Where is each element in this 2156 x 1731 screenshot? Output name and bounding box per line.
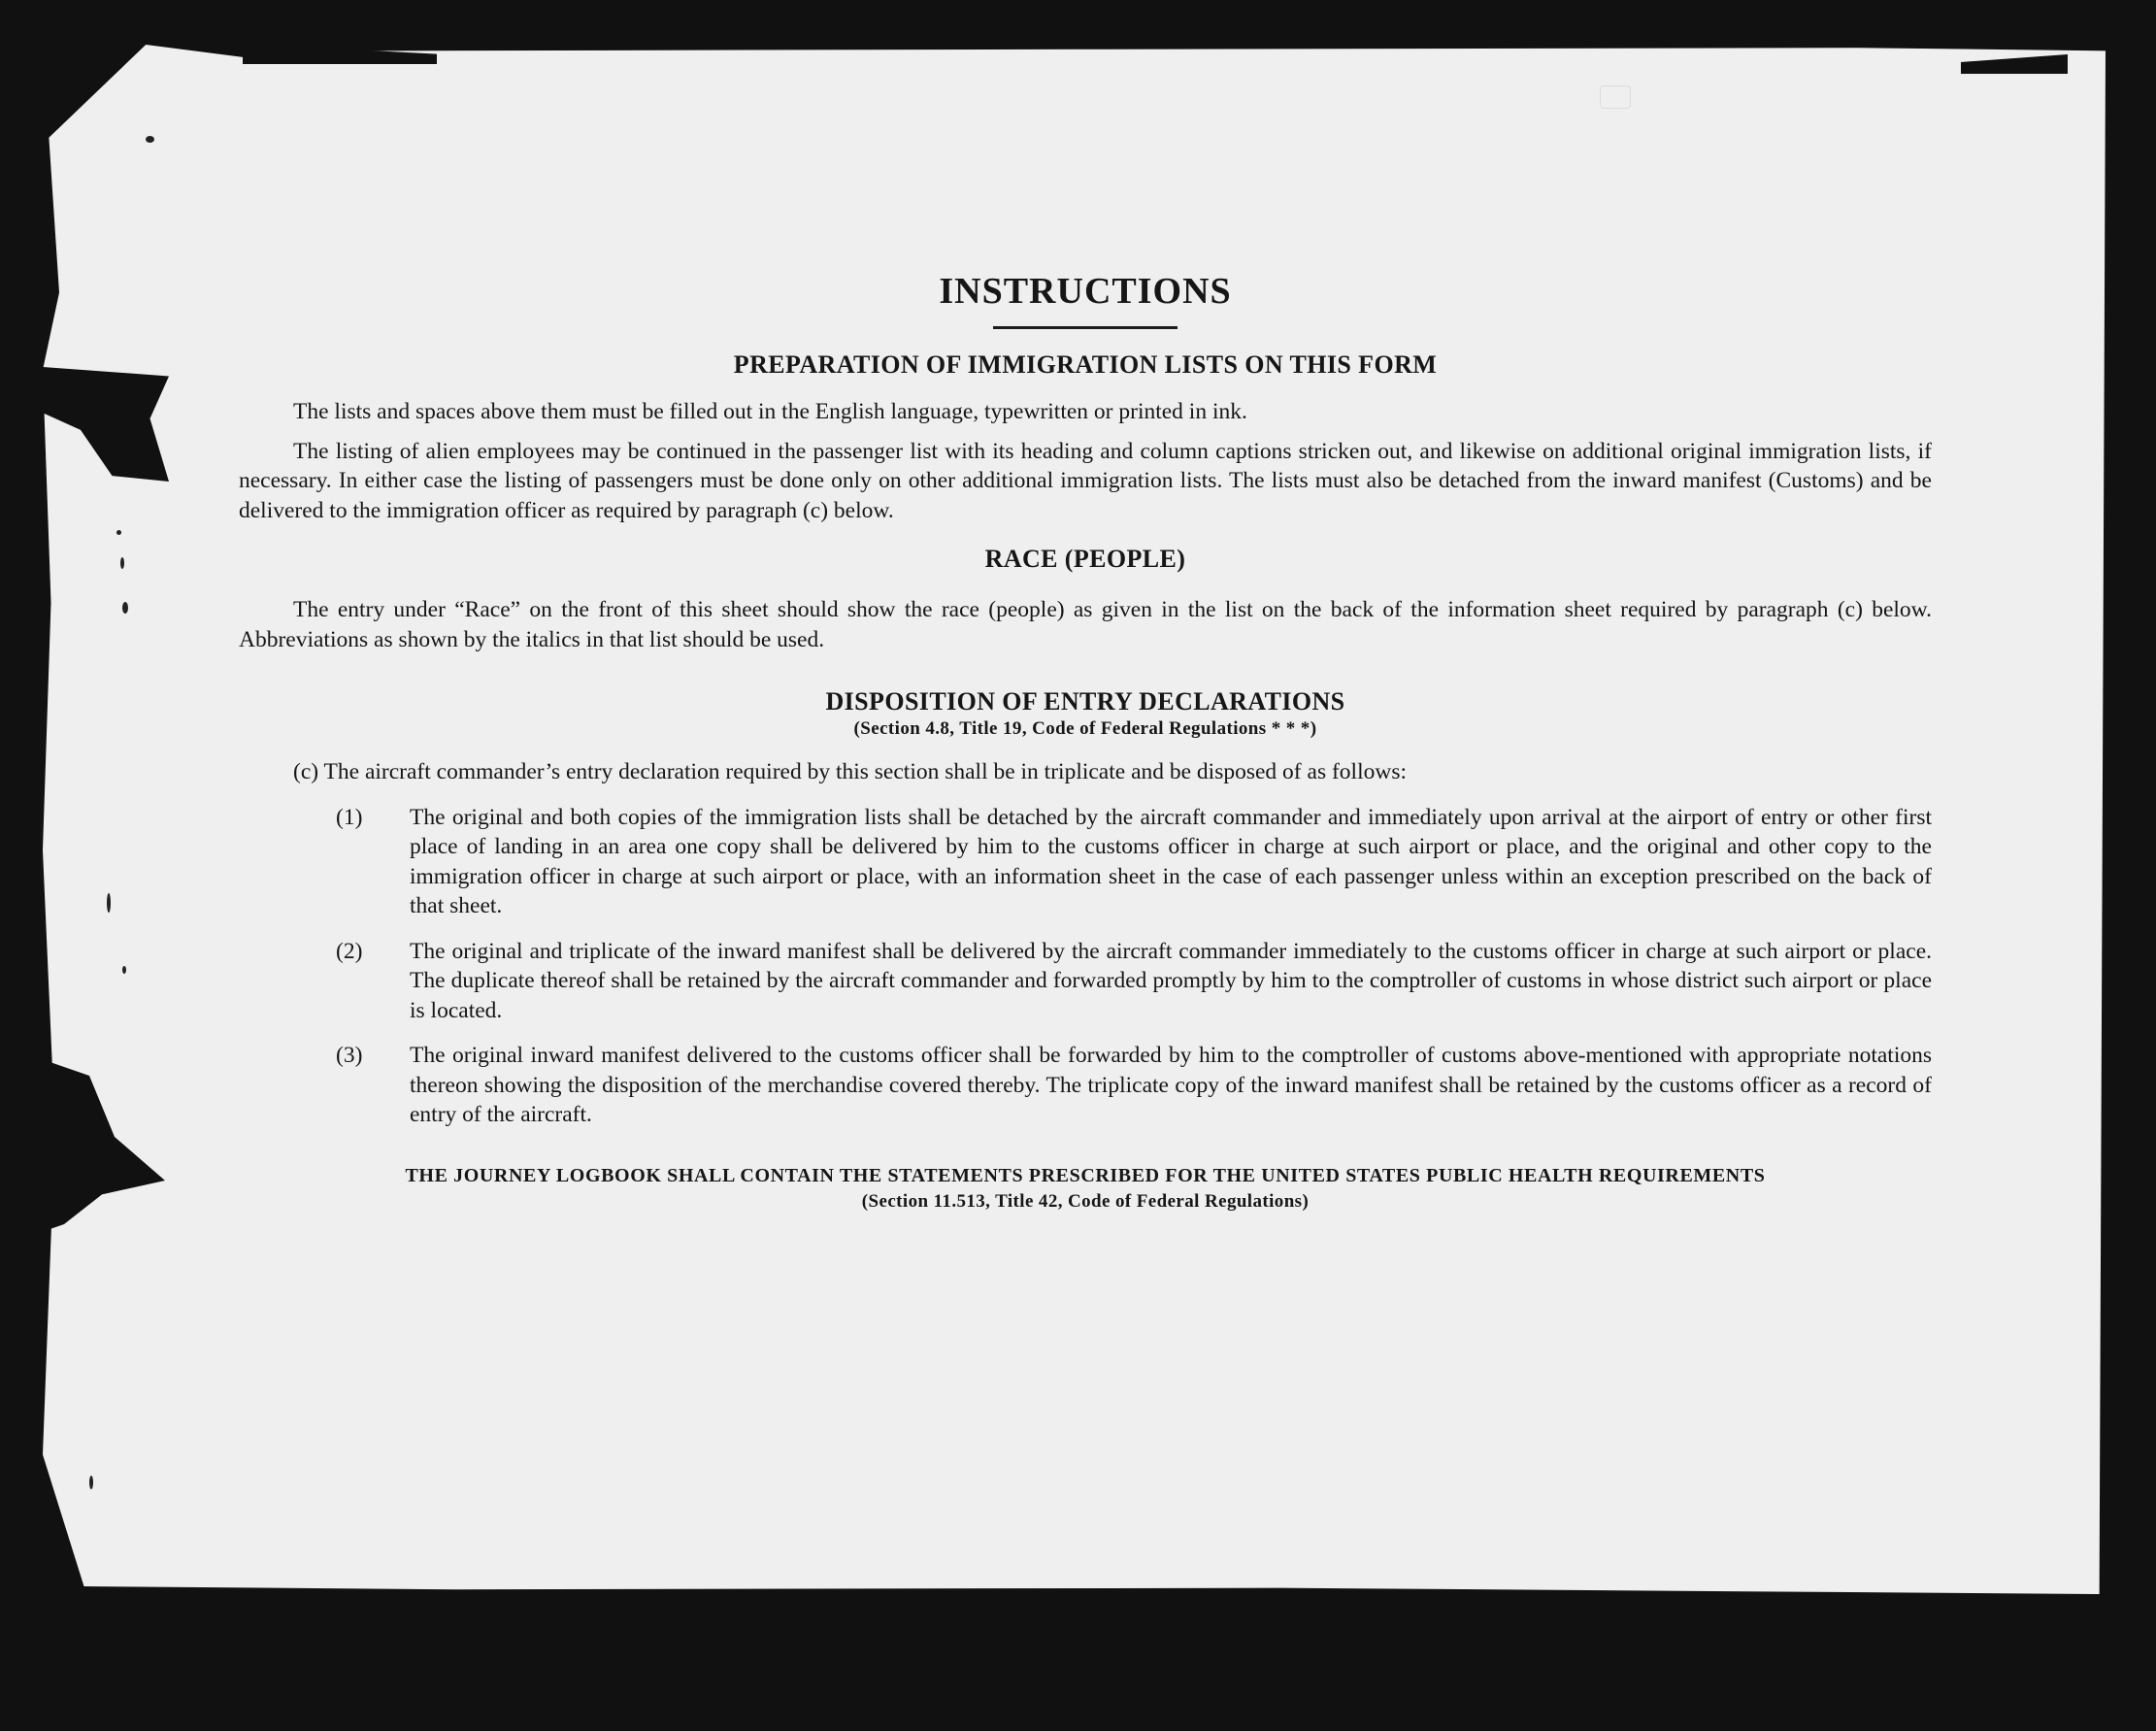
ink-speck	[89, 1476, 93, 1489]
public-health-statement: THE JOURNEY LOGBOOK SHALL CONTAIN THE STATEMENTS PRESCRIBED FOR THE UNITED STATES PUBLIC HEALTH REQUIREMENTS	[405, 1164, 1766, 1186]
faint-stamp	[1600, 85, 1631, 109]
disposition-item-3	[239, 1041, 1932, 1130]
item-number: (2)	[336, 938, 363, 964]
race-paragraph: The entry under “Race” on the front of this sheet should show the race (people) as given in the list on the back of the information sheet required by paragraph (c) below. Abbreviations as shown by the italics in that list should be used.	[239, 597, 1932, 652]
item-text: The original and both copies of the immigration lists shall be detached by the aircraft commander and immediately upon arrival at the airport of entry or other first place of landing in an area one copy shall be delivered by him to the customs officer in charge at such airport or place, and the original and other copy to the immigration officer in charge at such airport or place, with an information sheet in the case of each passenger unless within an exception prescribed on the back of that sheet.	[410, 804, 1932, 918]
ink-speck	[107, 893, 111, 913]
page-title: INSTRUCTIONS	[939, 271, 1232, 312]
item-text: The original inward manifest delivered to the customs officer shall be forwarded by him to the comptroller of customs above-mentioned with appropriate notations thereon showing the disposition of the merchandise covered thereby. The triplicate copy of the inward manifest shall be retained by the customs officer as a record of entry of the aircraft.	[410, 1043, 1932, 1127]
item-text: The original and triplicate of the inward manifest shall be delivered by the aircraft commander immediately to the customs officer in charge at such airport or place. The duplicate thereof shall be retained by the aircraft commander and forwarded promptly by him to the comptroller of customs in whose district such airport or place is located.	[410, 938, 1932, 1023]
race-heading: RACE (PEOPLE)	[984, 545, 1186, 573]
ink-speck	[146, 136, 154, 143]
public-health-citation: (Section 11.513, Title 42, Code of Federal Regulations)	[861, 1190, 1310, 1212]
disposition-item-1	[239, 803, 1932, 921]
item-number: (3)	[336, 1043, 363, 1068]
ink-speck	[122, 602, 128, 614]
title-underline	[993, 326, 1178, 329]
preparation-paragraph-2: The listing of alien employees may be continued in the passenger list with its heading and column captions stricken out, and likewise on additional original immigration lists, if necessary. In either case the listing of passengers must be done only on other additional immigration lists. The lists must also be detached from the inward manifest (Customs) and be delivered to the immigration officer as required by paragraph (c) below.	[239, 438, 1932, 523]
disposition-intro: (c) The aircraft commander’s entry declaration required by this section shall be in triplicate and be disposed of as follows:	[293, 759, 1407, 784]
disposition-heading: DISPOSITION OF ENTRY DECLARATIONS	[825, 687, 1345, 716]
preparation-heading: PREPARATION OF IMMIGRATION LISTS ON THIS FORM	[733, 350, 1438, 379]
ink-speck	[122, 966, 126, 974]
ink-speck	[120, 557, 124, 569]
preparation-paragraph-1: The lists and spaces above them must be filled out in the English language, typewritten or printed in ink.	[293, 399, 1247, 424]
disposition-item-2	[239, 937, 1932, 1026]
item-number: (1)	[336, 804, 363, 830]
instructions-content	[239, 262, 1932, 1213]
ink-speck	[116, 530, 121, 535]
disposition-citation: (Section 4.8, Title 19, Code of Federal Regulations * * *)	[853, 718, 1317, 739]
